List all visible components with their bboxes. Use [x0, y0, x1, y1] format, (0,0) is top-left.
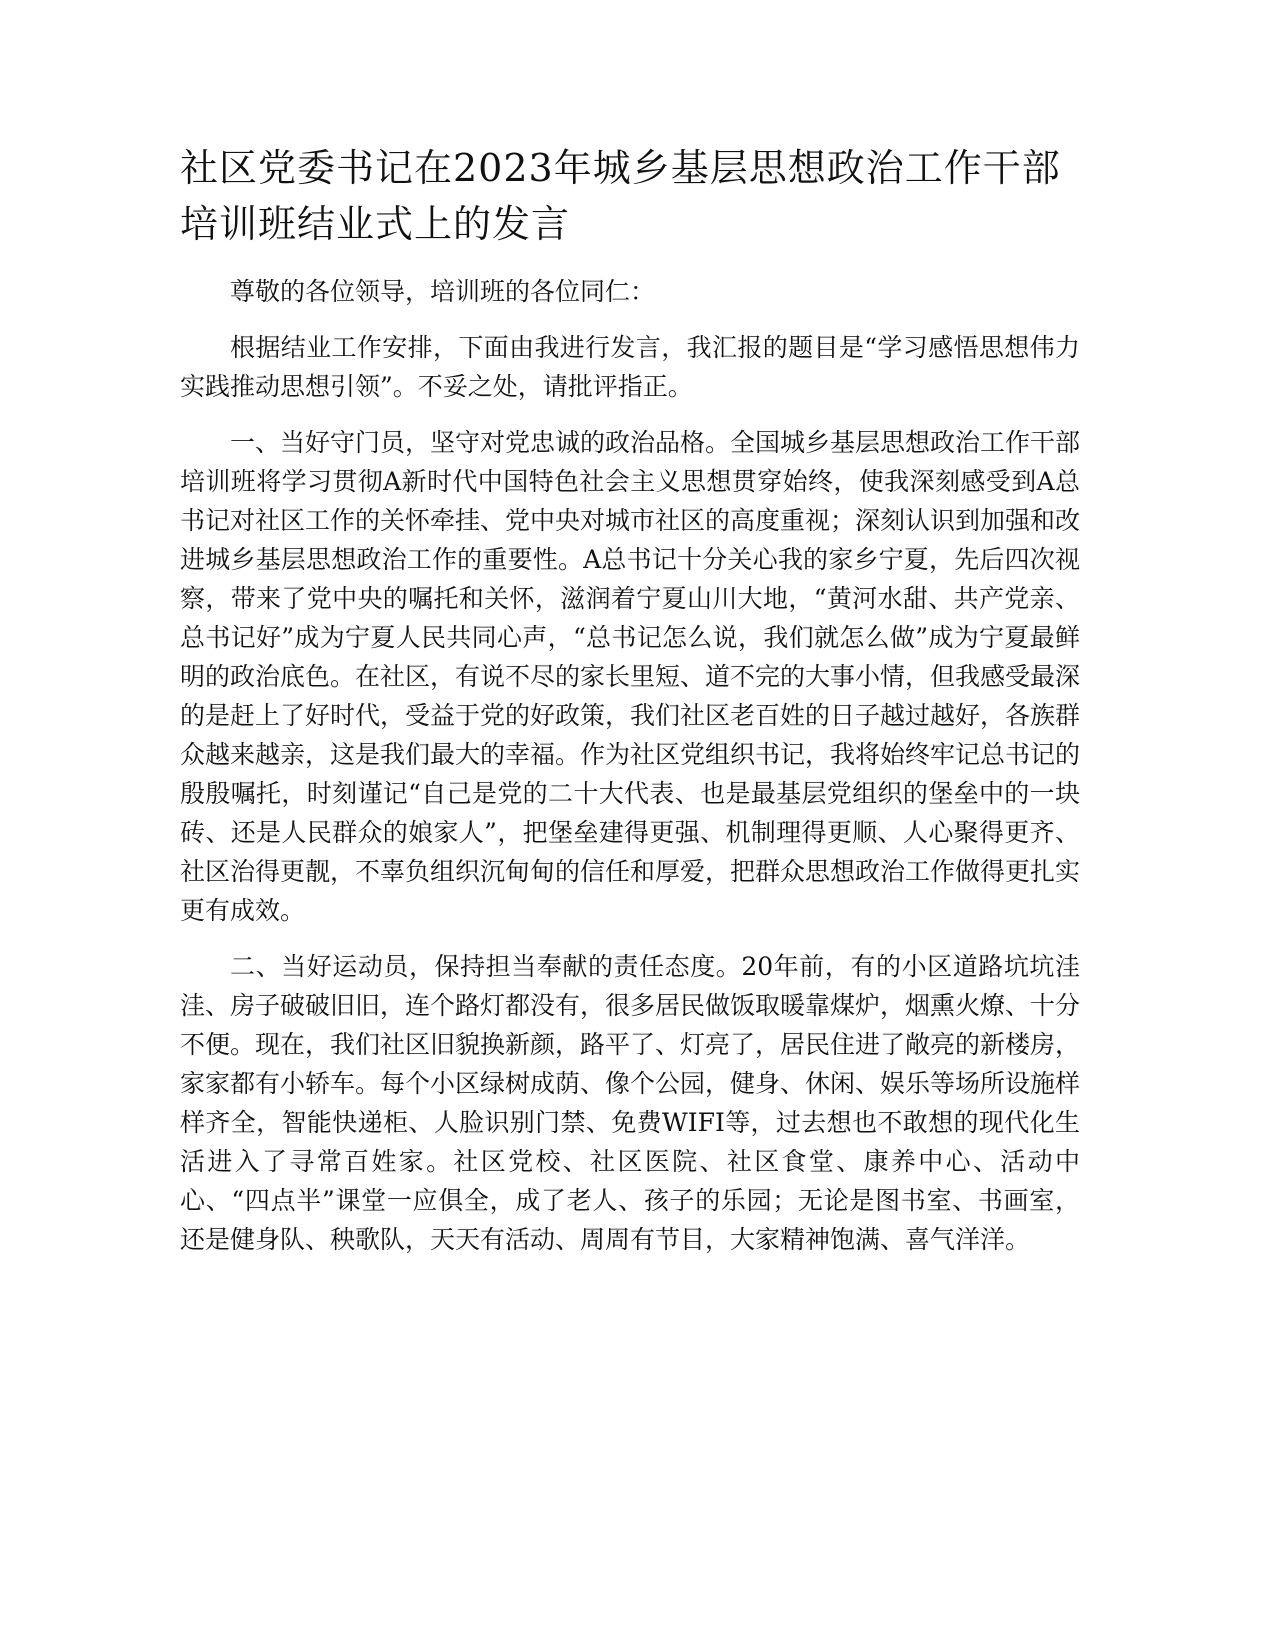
paragraph-section-two: 二、当好运动员，保持担当奉献的责任态度。20年前，有的小区道路坑坑洼洼、房子破破旧旧，连个路灯都没有，很多居民做饭取暖靠煤炉，烟熏火燎、十分不便。现在，我们社区旧貌换新颜，路平了、灯亮了，居民住进了敞亮的新楼房，家家都有小轿车。每个小区绿树成荫、像个公园，健身、休闲、娱乐等场所设施样样齐全，智能快递柜、人脸识别门禁、免费WIFI等，过去想也不敢想的现代化生活进入了寻常百姓家。社区党校、社区医院、社区食堂、康养中心、活动中心、“四点半”课堂一应俱全，成了老人、孩子的乐园；无论是图书室、书画室，还是健身队、秧歌队，天天有活动、周周有节目，大家精神饱满、喜气洋洋。	[180, 952, 1081, 1254]
paragraph-intro: 根据结业工作安排，下面由我进行发言，我汇报的题目是“学习感悟思想伟力实践推动思想引领”。不妥之处，请批评指正。	[180, 333, 1080, 401]
paragraph-salutation: 尊敬的各位领导，培训班的各位同仁：	[230, 277, 656, 306]
document-title: 社区党委书记在2023年城乡基层思想政治工作干部培训班结业式上的发言	[180, 146, 1061, 246]
document-page	[180, 140, 1080, 1276]
paragraph-section-one: 一、当好守门员，坚守对党忠诚的政治品格。全国城乡基层思想政治工作干部培训班将学习贯彻A新时代中国特色社会主义思想贯穿始终，使我深刻感受到A总书记对社区工作的关怀牵挂、党中央对城市社区的高度重视；深刻认识到加强和改进城乡基层思想政治工作的重要性。A总书记十分关心我的家乡宁夏，先后四次视察，带来了党中央的嘱托和关怀，滋润着宁夏山川大地，“黄河水甜、共产党亲、总书记好”成为宁夏人民共同心声，“总书记怎么说，我们就怎么做”成为宁夏最鲜明的政治底色。在社区，有说不尽的家长里短、道不完的大事小情，但我感受最深的是赶上了好时代，受益于党的好政策，我们社区老百姓的日子越过越好，各族群众越来越亲，这是我们最大的幸福。作为社区党组织书记，我将始终牢记总书记的殷殷嘱托，时刻谨记“自己是党的二十大代表、也是最基层党组织的堡垒中的一块砖、还是人民群众的娘家人”，把堡垒建得更强、机制理得更顺、人心聚得更齐、社区治得更靓，不辜负组织沉甸甸的信任和厚爱，把群众思想政治工作做得更扎实更有成效。	[180, 428, 1081, 925]
